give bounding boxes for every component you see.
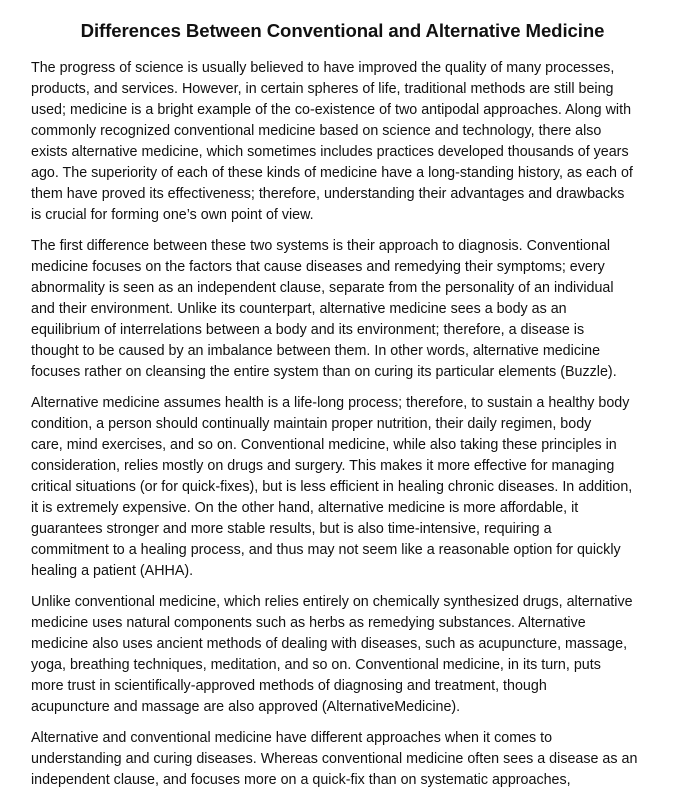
text-line: medicine uses natural components such as herbs as remedying substances. Alternative (31, 615, 586, 631)
paragraph-2 (31, 236, 654, 383)
text-line: and their environment. Unlike its counterpart, alternative medicine sees a body as an (31, 301, 567, 317)
text-line: critical situations (or for quick-fixes), but is less efficient in healing chronic diseases. In addition, (31, 479, 633, 495)
paragraph-4 (31, 592, 654, 718)
text-line: The progress of science is usually believed to have improved the quality of many processes, (31, 60, 615, 76)
text-line: abnormality is seen as an independent clause, separate from the personality of an individual (31, 280, 614, 296)
text-line: equilibrium of interrelations between a body and its environment; therefore, a disease is (31, 322, 585, 338)
text-line: understanding and curing diseases. Whereas conventional medicine often sees a disease as an (31, 751, 638, 767)
text-line: consideration, relies mostly on drugs and surgery. This makes it more effective for managing (31, 458, 615, 474)
text-line: it is extremely expensive. On the other hand, alternative medicine is more affordable, it (31, 500, 579, 516)
text-line: condition, a person should continually maintain proper nutrition, their daily regimen, body (31, 416, 592, 432)
paragraph-1 (31, 58, 654, 226)
text-line: Unlike conventional medicine, which relies entirely on chemically synthesized drugs, alternative (31, 594, 633, 610)
text-line: yoga, breathing techniques, meditation, and so on. Conventional medicine, in its turn, puts (31, 657, 601, 673)
text-line: medicine focuses on the factors that cause diseases and remedying their symptoms; every (31, 259, 605, 275)
text-line: ago. The superiority of each of these kinds of medicine have a long-standing history, as each of (31, 165, 633, 181)
text-line: exists alternative medicine, which sometimes includes practices developed thousands of years (31, 144, 629, 160)
document-title: Differences Between Conventional and Alternative Medicine (80, 20, 605, 41)
text-line: products, and services. However, in certain spheres of life, traditional methods are still being (31, 81, 614, 97)
text-line: Alternative and conventional medicine have different approaches when it comes to (31, 730, 553, 746)
text-line: The first difference between these two systems is their approach to diagnosis. Conventional (31, 238, 611, 254)
text-line: acupuncture and massage are also approved (AlternativeMedicine). (31, 699, 461, 715)
text-line: focuses rather on cleansing the entire system than on curing its particular elements (Buzzle). (31, 364, 617, 380)
text-line: commitment to a healing process, and thus may not seem like a reasonable option for quickly (31, 542, 621, 558)
text-line: Alternative medicine assumes health is a life-long process; therefore, to sustain a healthy body (31, 395, 630, 411)
text-line: care, mind exercises, and so on. Conventional medicine, while also taking these principles in (31, 437, 617, 453)
text-line: used; medicine is a bright example of the co-existence of two antipodal approaches. Along with (31, 102, 632, 118)
text-line: medicine also uses ancient methods of dealing with diseases, such as acupuncture, massage, (31, 636, 628, 652)
text-line: commonly recognized conventional medicine based on science and technology, there also (31, 123, 602, 139)
text-line: healing a patient (AHHA). (31, 563, 194, 579)
paragraph-3 (31, 393, 654, 582)
text-line: thought to be caused by an imbalance between them. In other words, alternative medicine (31, 343, 601, 359)
text-line: independent clause, and focuses more on a quick-fix than on systematic approaches, (31, 772, 571, 788)
document-body (31, 58, 654, 791)
text-line: is crucial for forming one’s own point of view. (31, 207, 314, 223)
text-line: more trust in scientifically-approved methods of diagnosing and treatment, though (31, 678, 547, 694)
paragraph-5 (31, 728, 654, 791)
text-line: them have proved its effectiveness; therefore, understanding their advantages and drawbacks (31, 186, 625, 202)
text-line: guarantees stronger and more stable results, but is also time-intensive, requiring a (31, 521, 552, 537)
